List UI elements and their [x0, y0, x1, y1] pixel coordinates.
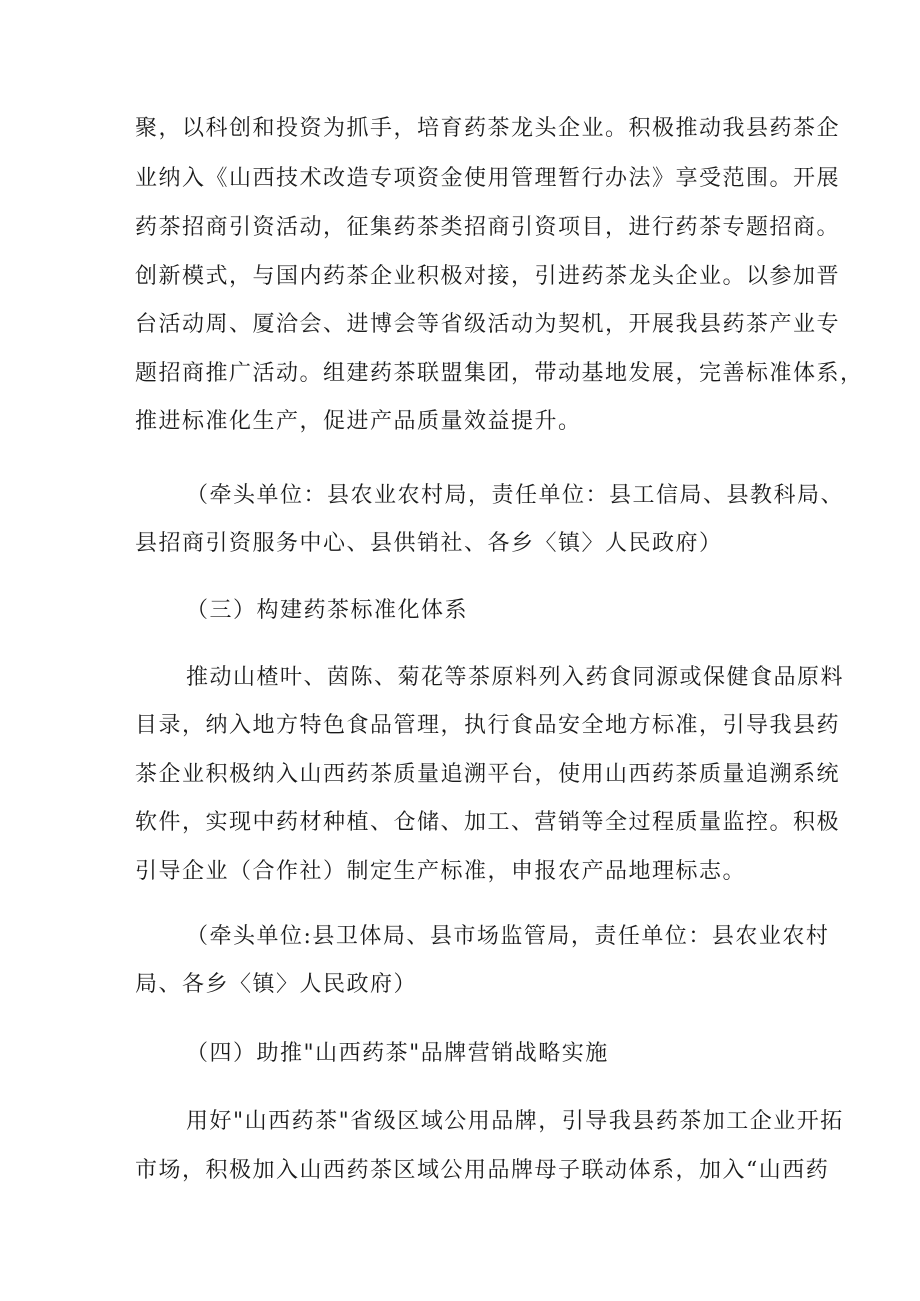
text-line: 软件，实现中药材种植、仓储、加工、营销等全过程质量监控。积极 [135, 810, 841, 835]
text-line: 创新模式，与国内药茶企业积极对接，引进药茶龙头企业。以参加晋 [135, 264, 841, 289]
text-line: 聚，以科创和投资为抓手，培育药茶龙头企业。积极推动我县药茶企 [135, 116, 841, 141]
text-line: 引导企业（合作社）制定生产标准，申报农产品地理标志。 [135, 859, 747, 884]
text-line: 目录，纳入地方特色食品管理，执行食品安全地方标准，引导我县药 [135, 713, 841, 738]
text-line: 台活动周、厦洽会、进博会等省级活动为契机，开展我县药茶产业专 [135, 312, 841, 337]
text-line: 题招商推广活动。组建药茶联盟集团，带动基地发展，完善标准体系， [135, 361, 864, 386]
text-line: 县招商引资服务中心、县供销社、各乡〈镇〉人民政府） [135, 531, 723, 556]
text-line: 茶企业积极纳入山西药茶质量追溯平台，使用山西药茶质量追溯系统 [135, 762, 841, 787]
section-heading: （四）助推"山西药茶"品牌营销战略实施 [186, 1041, 609, 1066]
text-line: 业纳入《山西技术改造专项资金使用管理暂行办法》享受范围。开展 [135, 166, 841, 191]
text-line: 推动山楂叶、茵陈、菊花等茶原料列入药食同源或保健食品原料 [186, 665, 845, 690]
text-line: 推进标准化生产，促进产品质量效益提升。 [135, 409, 582, 434]
text-line: 局、各乡〈镇〉人民政府） [135, 972, 418, 997]
text-line: 用好"山西药茶"省级区域公用品牌，引导我县药茶加工企业开拓 [186, 1109, 844, 1134]
section-heading: （三）构建药茶标准化体系 [186, 598, 469, 623]
text-line: 药茶招商引资活动，征集药茶类招商引资项目，进行药茶专题招商。 [135, 215, 841, 240]
text-line: （牵头单位：县农业农村局，责任单位：县工信局、县教科局、 [186, 483, 845, 508]
text-line: （牵头单位:县卫体局、县市场监管局，责任单位：县农业农村 [186, 924, 830, 949]
text-line: 市场，积极加入山西药茶区域公用品牌母子联动体系，加入“山西药 [135, 1158, 830, 1183]
